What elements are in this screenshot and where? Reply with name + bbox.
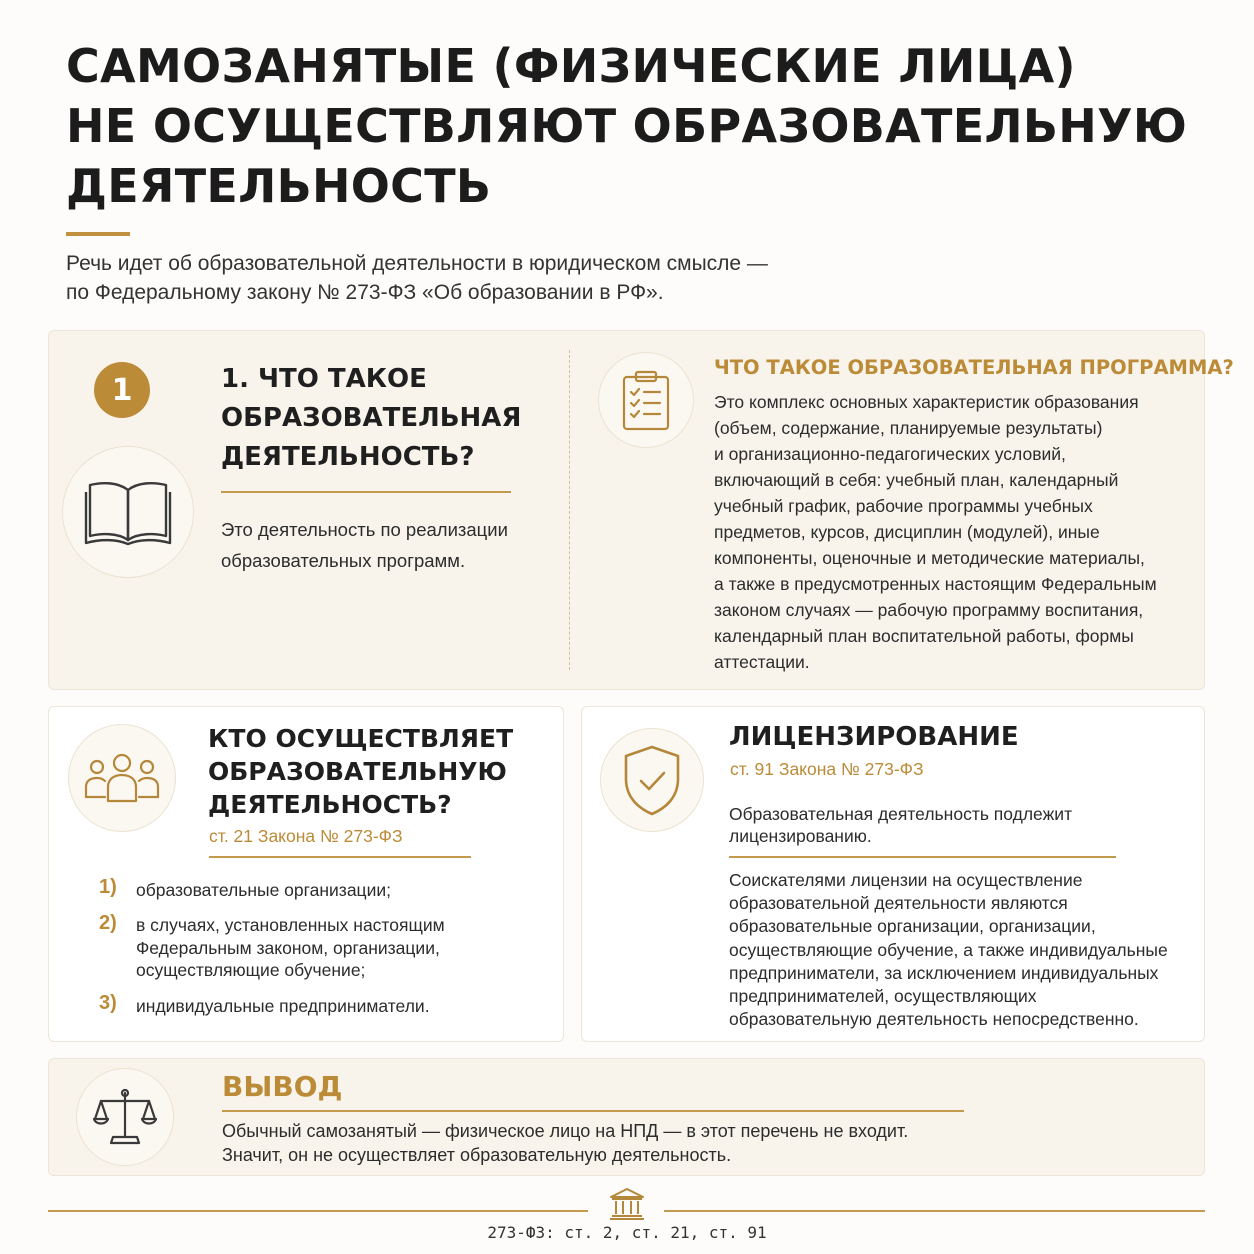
conclusion-text <box>222 1119 908 1167</box>
section-number-badge: 1 <box>94 362 150 418</box>
text-line: образовательных программ. <box>221 550 466 571</box>
license-reference: ст. 91 Закона № 273-ФЗ <box>730 759 924 779</box>
list-item <box>136 914 445 982</box>
subtitle-line: Речь идет об образовательной деятельности в юридическом смысле — <box>66 252 768 275</box>
text-line: учебный график, рабочие программы учебных <box>714 496 1093 516</box>
section1-heading <box>221 360 521 477</box>
footer-divider-right <box>664 1210 1205 1212</box>
footer-divider-left <box>48 1210 588 1212</box>
title-accent-divider <box>66 232 130 236</box>
program-text <box>714 389 1157 675</box>
divider <box>221 491 511 493</box>
text-line: предметов, курсов, дисциплин (модулей), иные <box>714 522 1100 542</box>
heading-line: ОБРАЗОВАТЕЛЬНАЯ <box>221 403 522 433</box>
conclusion-heading: ВЫВОД <box>222 1070 343 1103</box>
page-title <box>66 36 1186 216</box>
license-text-2 <box>729 869 1168 1031</box>
text-line: компоненты, оценочные и методические материалы, <box>714 548 1145 568</box>
text-line: Образовательная деятельность подлежит <box>729 804 1073 824</box>
list-number: 2) <box>99 912 117 934</box>
title-line: НЕ ОСУЩЕСТВЛЯЮТ ОБРАЗОВАТЕЛЬНУЮ <box>66 99 1188 153</box>
heading-line: ДЕЯТЕЛЬНОСТЬ? <box>221 442 475 472</box>
text-line: образовательной деятельности являются <box>729 893 1068 914</box>
heading-line: КТО ОСУЩЕСТВЛЯЕТ <box>208 724 514 753</box>
heading-line: 1. ЧТО ТАКОЕ <box>221 364 427 394</box>
list-item <box>136 995 430 1018</box>
text-line: Это комплекс основных характеристик образования <box>714 392 1139 412</box>
text-line: Соискателями лицензии на осуществление <box>729 870 1083 890</box>
divider <box>729 856 1116 858</box>
text-line: календарный план воспитательной работы, формы <box>714 626 1134 646</box>
heading-line: ОБРАЗОВАТЕЛЬНУЮ <box>208 757 507 786</box>
text-line: а также в предусмотренных настоящим Федеральным <box>714 574 1157 594</box>
who-reference: ст. 21 Закона № 273-ФЗ <box>209 826 403 846</box>
text-line: Федеральным законом, организации, <box>136 937 440 958</box>
who-heading <box>208 722 513 821</box>
dashed-divider <box>569 350 570 670</box>
text-line: осуществляющие обучение, а также индивидуальные <box>729 939 1168 960</box>
text-line: включающий в себя: учебный план, календарный <box>714 470 1119 490</box>
section1-text <box>221 514 508 576</box>
shield-check-icon <box>600 728 704 832</box>
courthouse-icon <box>608 1186 646 1222</box>
program-heading: ЧТО ТАКОЕ ОБРАЗОВАТЕЛЬНАЯ ПРОГРАММА? <box>714 356 1234 379</box>
license-text-1 <box>729 803 1072 847</box>
text-line: аттестации. <box>714 652 810 672</box>
text-line: осуществляющие обучение; <box>136 960 366 980</box>
clipboard-checklist-icon <box>598 352 694 448</box>
license-heading: ЛИЦЕНЗИРОВАНИЕ <box>729 722 1019 752</box>
list-number: 1) <box>99 876 117 898</box>
text-line: образовательные организации, организации, <box>729 916 1096 937</box>
text-line: Обычный самозанятый — физическое лицо на НПД — в этот перечень не входит. <box>222 1121 909 1141</box>
text-line: индивидуальные предприниматели. <box>136 996 430 1016</box>
footer-reference: 273-ФЗ: ст. 2, ст. 21, ст. 91 <box>487 1223 767 1242</box>
text-line: Значит, он не осуществляет образовательную деятельность. <box>222 1145 732 1165</box>
text-line: предпринимателей, осуществляющих <box>729 986 1037 1007</box>
list-number: 3) <box>99 992 117 1014</box>
divider <box>209 856 471 858</box>
scales-icon <box>76 1068 174 1166</box>
divider <box>222 1110 964 1112</box>
heading-line: ДЕЯТЕЛЬНОСТЬ? <box>208 790 452 819</box>
open-book-icon <box>62 446 194 578</box>
title-line: ДЕЯТЕЛЬНОСТЬ <box>66 159 492 213</box>
people-group-icon <box>68 724 176 832</box>
text-line: в случаях, установленных настоящим <box>136 915 445 935</box>
text-line: законом случаях — рабочую программу воспитания, <box>714 600 1144 620</box>
text-line: (объем, содержание, планируемые результаты) <box>714 418 1103 438</box>
text-line: Это деятельность по реализации <box>221 519 508 540</box>
text-line: образовательную деятельность непосредственно. <box>729 1009 1139 1030</box>
text-line: предприниматели, за исключением индивидуальных <box>729 962 1159 983</box>
page-subtitle <box>66 249 768 307</box>
text-line: образовательные организации; <box>136 880 391 900</box>
text-line: и организационно-педагогических условий, <box>714 444 1066 464</box>
subtitle-line: по Федеральному закону № 273-ФЗ «Об образовании в РФ». <box>66 281 664 304</box>
list-item <box>136 879 391 902</box>
title-line: САМОЗАНЯТЫЕ (ФИЗИЧЕСКИЕ ЛИЦА) <box>66 39 1076 93</box>
text-line: лицензированию. <box>729 826 872 846</box>
